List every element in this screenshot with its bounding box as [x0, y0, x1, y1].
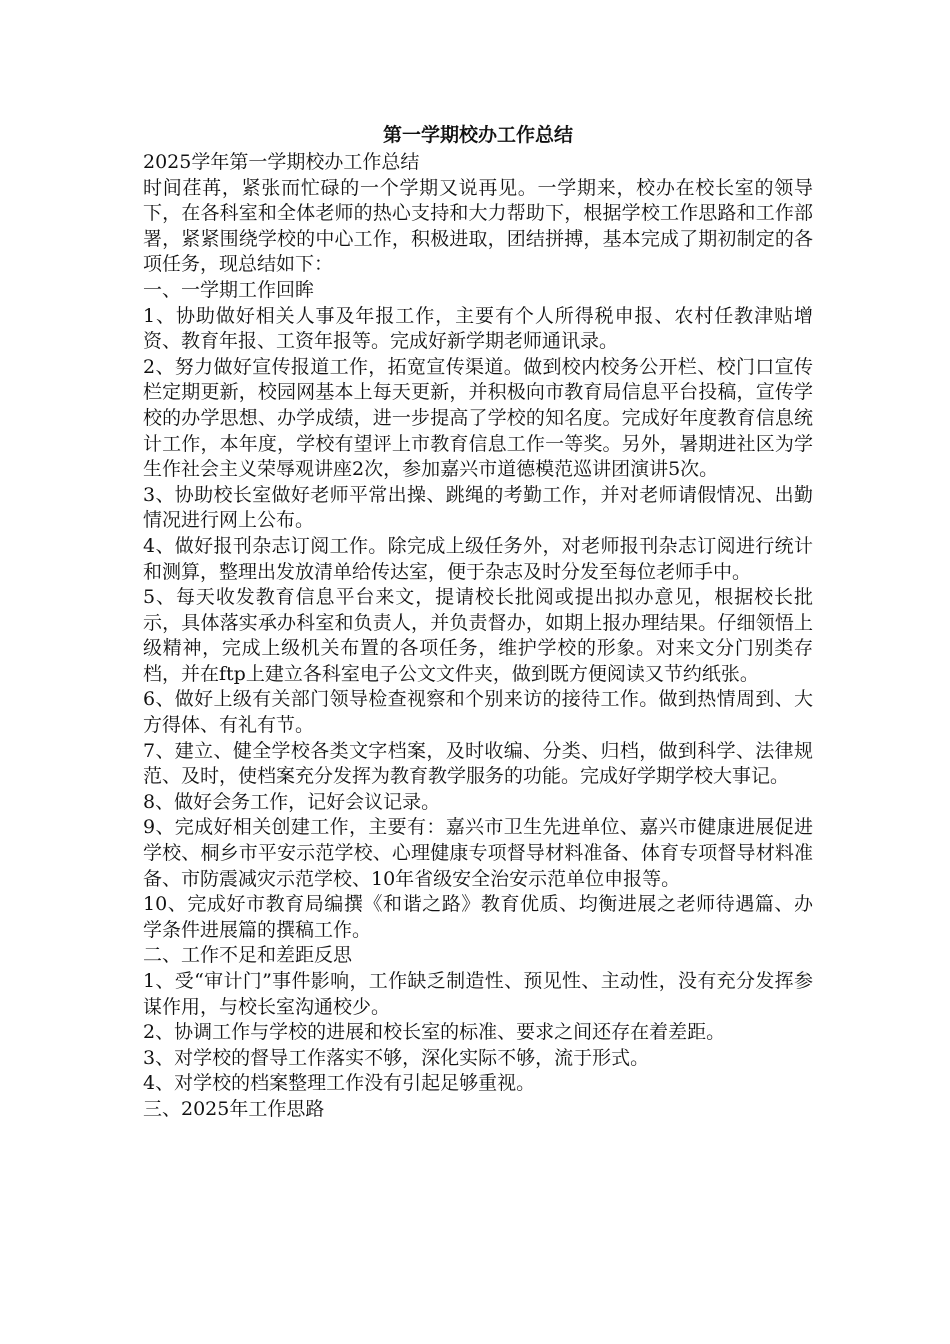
review-item: 4、做好报刊杂志订阅工作。除完成上级任务外，对老师报刊杂志订阅进行统计和测算，整理出发放清单给传达室，便于杂志及时分发至每位老师手中。	[143, 534, 813, 583]
document-title: 第一学期校办工作总结	[382, 124, 573, 146]
review-item: 1、协助做好相关人事及年报工作，主要有个人所得税申报、农村任教津贴增资、教育年报、工资年报等。完成好新学期老师通讯录。	[143, 304, 813, 353]
shortcoming-item: 4、对学校的档案整理工作没有引起足够重视。	[143, 1072, 536, 1095]
document-page	[143, 122, 813, 1123]
shortcoming-item: 1、受“审计门”事件影响，工作缺乏制造性、预见性、主动性，没有充分发挥参谋作用，与校长室沟通校少。	[143, 970, 813, 1018]
shortcoming-item: 3、对学校的督导工作落实不够，深化实际不够，流于形式。	[143, 1046, 650, 1069]
intro-paragraph: 时间荏苒，紧张而忙碌的一个学期又说再见。一学期来，校办在校长室的领导下，在各科室和全体老师的热心支持和大力帮助下，根据学校工作思路和工作部署，紧紧围绕学校的中心工作，积极进取，团结拼搏，基本完成了期初制定的各项任务，现总结如下：	[143, 176, 813, 276]
review-item: 6、做好上级有关部门领导检查视察和个别来访的接待工作。做到热情周到、大方得体、有礼有节。	[143, 688, 813, 737]
section-heading-plan: 三、2025年工作思路	[143, 1097, 325, 1120]
review-item: 9、完成好相关创建工作，主要有：嘉兴市卫生先进单位、嘉兴市健康进展促进学校、桐乡市平安示范学校、心理健康专项督导材料准备、体育专项督导材料准备、市防震减灾示范学校、10年省级安全治安示范单位申报等。	[143, 816, 813, 890]
review-item: 10、完成好市教育局编撰《和谐之路》教育优质、均衡进展之老师待遇篇、办学条件进展篇的撰稿工作。	[143, 893, 813, 941]
review-item: 5、每天收发教育信息平台来文，提请校长批阅或提出拟办意见，根据校长批示，具体落实承办科室和负责人，并负责督办，如期上报办理结果。仔细领悟上级精神，完成上级机关布置的各项任务，维护学校的形象。对来文分门别类存档，并在ftp上建立各科室电子公文文件夹，做到既方便阅读又节约纸张。	[143, 586, 813, 685]
review-item: 7、建立、健全学校各类文字档案，及时收编、分类、归档，做到科学、法律规范、及时，使档案充分发挥为教育教学服务的功能。完成好学期学校大事记。	[143, 739, 813, 788]
document-subtitle: 2025学年第一学期校办工作总结	[143, 151, 420, 173]
review-item: 8、做好会务工作，记好会议记录。	[143, 790, 441, 813]
review-item: 3、协助校长室做好老师平常出操、跳绳的考勤工作，并对老师请假情况、出勤情况进行网上公布。	[143, 483, 813, 532]
section-heading-review: 一、一学期工作回眸	[143, 278, 315, 301]
section-heading-shortcomings: 二、工作不足和差距反思	[143, 944, 353, 967]
shortcoming-item: 2、协调工作与学校的进展和校长室的标准、要求之间还存在着差距。	[143, 1021, 726, 1044]
review-item: 2、努力做好宣传报道工作，拓宽宣传渠道。做到校内校务公开栏、校门口宣传栏定期更新，校园网基本上每天更新，并积极向市教育局信息平台投稿，宣传学校的办学思想、办学成绩，进一步提高了学校的知名度。完成好年度教育信息统计工作，本年度，学校有望评上市教育信息工作一等奖。另外，暑期进社区为学生作社会主义荣辱观讲座2次，参加嘉兴市道德模范巡讲团演讲5次。	[143, 355, 813, 481]
